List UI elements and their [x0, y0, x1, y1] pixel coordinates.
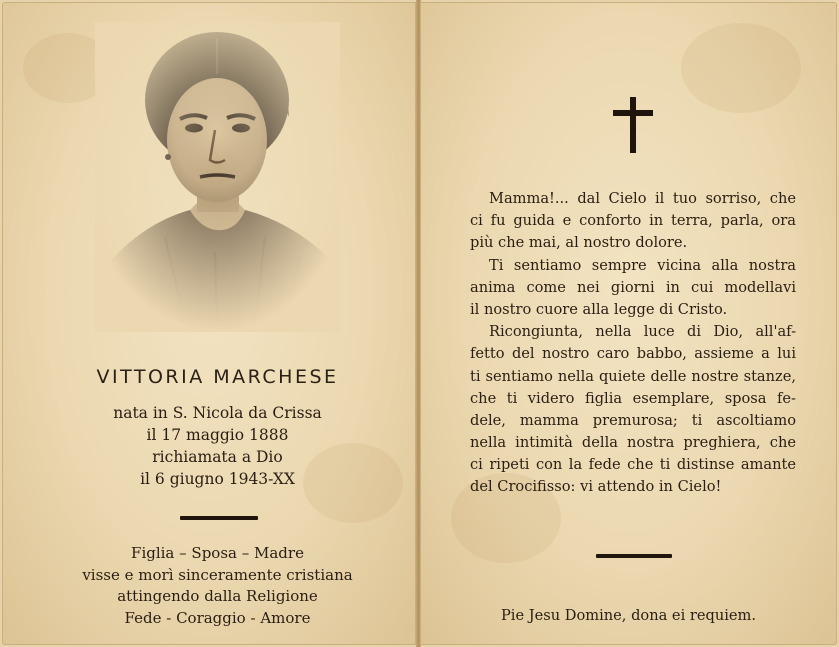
bio-line: richiamata a Dio	[152, 448, 283, 466]
virtue-line: Figlia – Sposa – Madre	[131, 544, 304, 562]
bio-line: nata in S. Nicola da Crissa	[113, 404, 322, 422]
deceased-name: VITTORIA MARCHESE	[96, 366, 339, 388]
verse-line: nella intimità della nostra preghiera, che	[470, 434, 796, 452]
verse-line: più che mai, al nostro dolore.	[470, 234, 688, 252]
verse-line: anima come nei giorni in cui modellavi	[470, 278, 796, 296]
biography	[40, 402, 395, 490]
bio-line: il 17 maggio 1888	[146, 426, 289, 444]
virtue-line: visse e morì sinceramente cristiana	[82, 565, 353, 584]
verse-line: Ricongiunta, nella luce di Dio, all'af-	[489, 323, 796, 341]
virtue-line: attingendo dalla Religione	[117, 587, 318, 605]
closing-prayer: Pie Jesu Domine, dona ei requiem.	[500, 607, 757, 624]
divider	[596, 554, 672, 558]
verse-line: del Crocifisso: vi attendo in Cielo!	[470, 478, 722, 496]
verse-line: che ti videro figlia esemplare, sposa fe-	[470, 389, 796, 407]
verse-line: il nostro cuore alla legge di Cristo.	[470, 300, 728, 318]
verse-line: Mamma!... dal Cielo il tuo sorriso, che	[489, 190, 796, 207]
verse-line: Ti sentiamo sempre vicina alla nostra	[489, 256, 796, 274]
bio-line: il 6 giugno 1943-XX	[140, 470, 295, 488]
verse-line: ci fu guida e conforto in terra, parla, ora	[470, 212, 796, 230]
virtues	[40, 543, 395, 629]
divider	[180, 516, 258, 520]
verse-line: fetto del nostro caro babbo, assieme a lui	[470, 345, 796, 363]
virtue-line: Fede - Coraggio - Amore	[124, 608, 311, 627]
memorial-verse	[470, 188, 796, 499]
verse-line: ti sentiamo nella quiete delle nostre stanze,	[470, 367, 796, 385]
verse-line: dele, mamma premurosa; ti ascoltiamo	[470, 411, 796, 429]
verse-line: ci ripeti con la fede che ti distinse amante	[470, 456, 796, 474]
portrait-photo	[95, 22, 340, 332]
latin-cross-icon	[611, 97, 655, 153]
